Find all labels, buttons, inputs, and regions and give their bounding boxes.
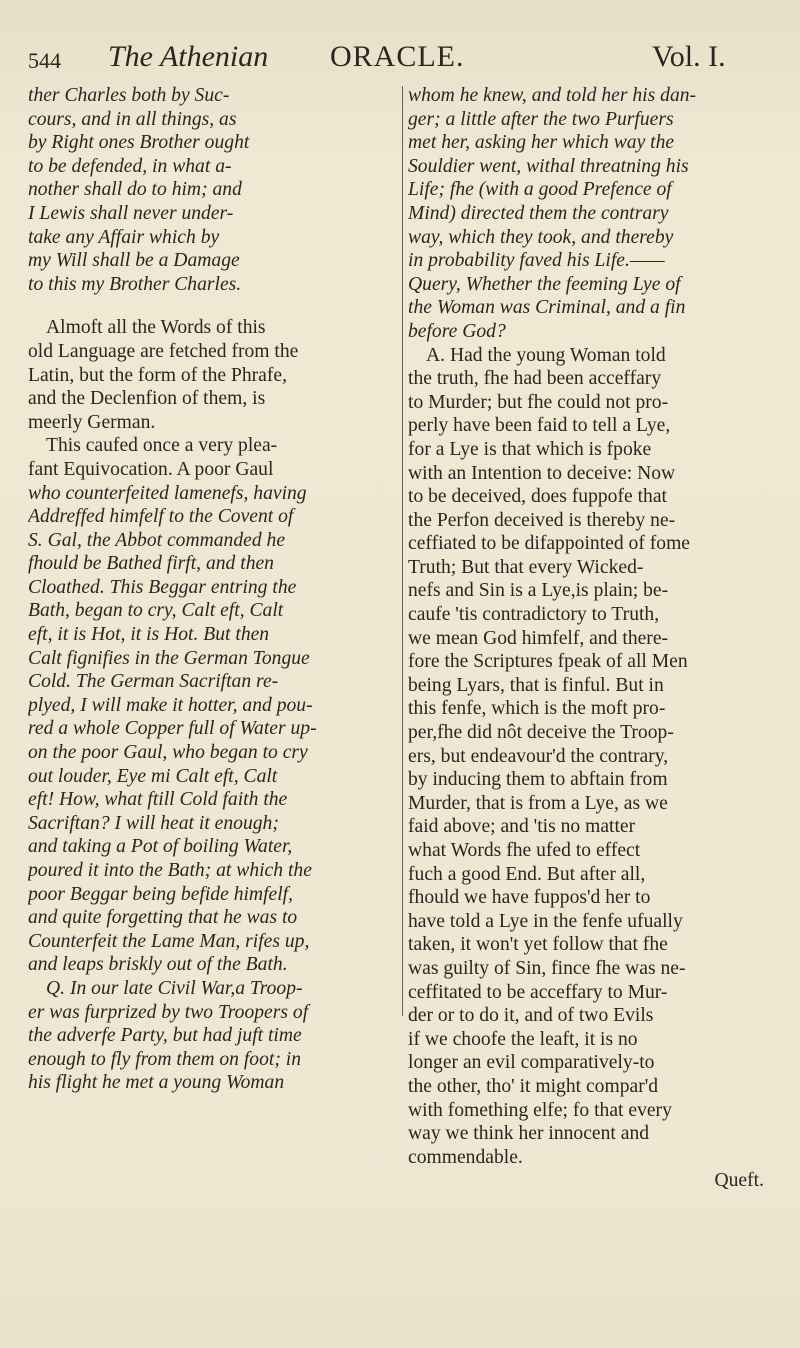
text-line: Truth; But that every Wicked- bbox=[408, 556, 644, 578]
page-header bbox=[22, 40, 782, 74]
text-line: on the poor Gaul, who began to cry bbox=[28, 742, 308, 764]
right-column bbox=[408, 84, 772, 1193]
text-line: the truth, fhe had been acceffary bbox=[408, 368, 662, 390]
text-line: Calt fignifies in the German Tongue bbox=[28, 647, 310, 669]
text-line: Query, Whether the feeming Lye of bbox=[408, 273, 681, 295]
text-line: the other, tho' it might compar'd bbox=[408, 1075, 659, 1097]
text-line: the Perfon deceived is thereby ne- bbox=[408, 509, 676, 531]
text-line: to be deceived, does fuppofe that bbox=[408, 486, 667, 508]
text-line: met her, asking her which way the bbox=[408, 132, 675, 154]
text-line: my Will shall be a Damage bbox=[28, 250, 240, 272]
text-line: ers, but endeavour'd the contrary, bbox=[408, 745, 669, 767]
text-line: Cloathed. This Beggar entring the bbox=[28, 576, 297, 598]
text-line: eft! How, what ftill Cold faith the bbox=[28, 789, 288, 811]
text-line: for a Lye is that which is fpoke bbox=[408, 438, 652, 460]
text-line: and leaps briskly out of the Bath. bbox=[28, 954, 288, 976]
text-line: faid above; and 'tis no matter bbox=[408, 816, 636, 838]
text-line: ceffiated to be difappointed of fome bbox=[408, 533, 691, 555]
text-line: Souldier went, withal threatning his bbox=[408, 155, 689, 177]
text-line: This caufed once a very plea- bbox=[46, 435, 278, 457]
left-column bbox=[28, 84, 392, 1095]
text-line: way, which they took, and thereby bbox=[408, 226, 674, 248]
volume-label: Vol. I. bbox=[652, 40, 726, 73]
page-number: 544 bbox=[28, 48, 61, 73]
catchword: Queft. bbox=[714, 1170, 764, 1192]
text-line: plyed, I will make it hotter, and pou- bbox=[28, 694, 313, 716]
text-line: fhould be Bathed firft, and then bbox=[28, 553, 274, 575]
text-line: the adverfe Party, but had juft time bbox=[28, 1025, 302, 1047]
text-line: longer an evil comparatively-to bbox=[408, 1052, 655, 1074]
text-line: taken, it won't yet follow that fhe bbox=[408, 934, 668, 956]
text-line: er was furprized by two Troopers of bbox=[28, 1001, 309, 1023]
text-line: red a whole Copper full of Water up- bbox=[28, 718, 317, 740]
text-line: fore the Scriptures fpeak of all Men bbox=[408, 651, 688, 673]
text-line: to be defended, in what a- bbox=[28, 155, 232, 177]
text-line: in probability faved his Life.—— bbox=[408, 250, 665, 272]
text-line: cours, and in all things, as bbox=[28, 108, 237, 130]
text-line: what Words fhe ufed to effect bbox=[408, 840, 641, 861]
text-line: Almoft all the Words of this bbox=[46, 317, 266, 339]
text-line: Counterfeit the Lame Man, rifes up, bbox=[28, 930, 310, 952]
text-line: Murder, that is from a Lye, as we bbox=[408, 792, 668, 814]
text-line: Latin, but the form of the Phrafe, bbox=[28, 364, 287, 386]
text-line: nefs and Sin is a Lye,is plain; be- bbox=[408, 580, 669, 602]
text-line: enough to fly from them on foot; in bbox=[28, 1048, 302, 1070]
text-line: to this my Brother Charles. bbox=[28, 273, 242, 295]
text-line: Cold. The German Sacriftan re- bbox=[28, 671, 279, 693]
text-line: ther Charles both by Suc- bbox=[28, 85, 230, 106]
text-line: S. Gal, the Abbot commanded he bbox=[28, 529, 286, 551]
text-line: poor Beggar being befide himfelf, bbox=[28, 883, 294, 905]
text-line: ceffitated to be acceffary to Mur- bbox=[408, 981, 668, 1003]
text-line: Life; fhe (with a good Prefence of bbox=[408, 179, 672, 201]
text-line: Q. In our late Civil War,a Troop- bbox=[46, 977, 303, 999]
text-line: and quite forgetting that he was to bbox=[28, 907, 298, 929]
text-line: with fomething elfe; fo that every bbox=[408, 1099, 672, 1121]
text-line: if we choofe the leaft, it is no bbox=[408, 1028, 638, 1050]
text-line: was guilty of Sin, fince fhe was ne- bbox=[408, 957, 686, 979]
text-line: fhould we have fuppos'd her to bbox=[408, 887, 651, 909]
running-title-left: The Athenian bbox=[108, 40, 269, 73]
text-line: being Lyars, that is finful. But in bbox=[408, 674, 664, 696]
text-line: way we think her innocent and bbox=[408, 1123, 650, 1145]
text-line: perly have been faid to tell a Lye, bbox=[408, 415, 671, 437]
text-line: der or to do it, and of two Evils bbox=[408, 1005, 654, 1027]
text-line: caufe 'tis contradictory to Truth, bbox=[408, 604, 660, 626]
text-line: this fenfe, which is the moft pro- bbox=[408, 698, 666, 720]
text-line: fuch a good End. But after all, bbox=[408, 863, 646, 885]
text-line: and taking a Pot of boiling Water, bbox=[28, 836, 293, 858]
text-line: eft, it is Hot, it is Hot. But then bbox=[28, 624, 270, 646]
text-line: fant Equivocation. A poor Gaul bbox=[28, 458, 274, 480]
text-line: by inducing them to abftain from bbox=[408, 769, 668, 791]
text-line: with an Intention to deceive: Now bbox=[408, 462, 676, 484]
text-line: Mind) directed them the contrary bbox=[408, 202, 669, 224]
text-line: by Right ones Brother ought bbox=[28, 132, 250, 154]
text-line: take any Affair which by bbox=[28, 226, 220, 248]
text-line: his flight he met a young Woman bbox=[28, 1072, 285, 1094]
text-line: to Murder; but fhe could not pro- bbox=[408, 391, 669, 413]
text-line: per,fhe did nôt deceive the Troop- bbox=[408, 722, 674, 744]
text-line: have told a Lye in the fenfe ufually bbox=[408, 910, 683, 932]
text-line: I Lewis shall never under- bbox=[28, 202, 234, 224]
text-line: Addreffed himfelf to the Covent of bbox=[28, 506, 294, 528]
text-line: out louder, Eye mi Calt eft, Calt bbox=[28, 765, 278, 787]
text-line: nother shall do to him; and bbox=[28, 179, 242, 201]
text-line: meerly German. bbox=[28, 411, 156, 433]
column-divider bbox=[402, 86, 403, 1016]
text-line: ger; a little after the two Purfuers bbox=[408, 108, 674, 130]
text-line: Sacriftan? I will heat it enough; bbox=[28, 812, 279, 834]
text-line: A. Had the young Woman told bbox=[426, 344, 666, 366]
text-line: commendable. bbox=[408, 1146, 523, 1168]
text-line: who counterfeited lamenefs, having bbox=[28, 482, 307, 504]
text-line: the Woman was Criminal, and a fin bbox=[408, 297, 686, 319]
text-line: we mean God himfelf, and there- bbox=[408, 627, 669, 649]
text-line: before God? bbox=[408, 320, 506, 342]
running-title-right: ORACLE. bbox=[330, 40, 465, 73]
text-line bbox=[28, 296, 392, 316]
text-line: and the Declenfion of them, is bbox=[28, 388, 266, 410]
text-line: whom he knew, and told her his dan- bbox=[408, 85, 697, 106]
text-line: old Language are fetched from the bbox=[28, 340, 299, 362]
text-line: poured it into the Bath; at which the bbox=[28, 860, 312, 881]
text-line: Bath, began to cry, Calt eft, Calt bbox=[28, 600, 284, 622]
